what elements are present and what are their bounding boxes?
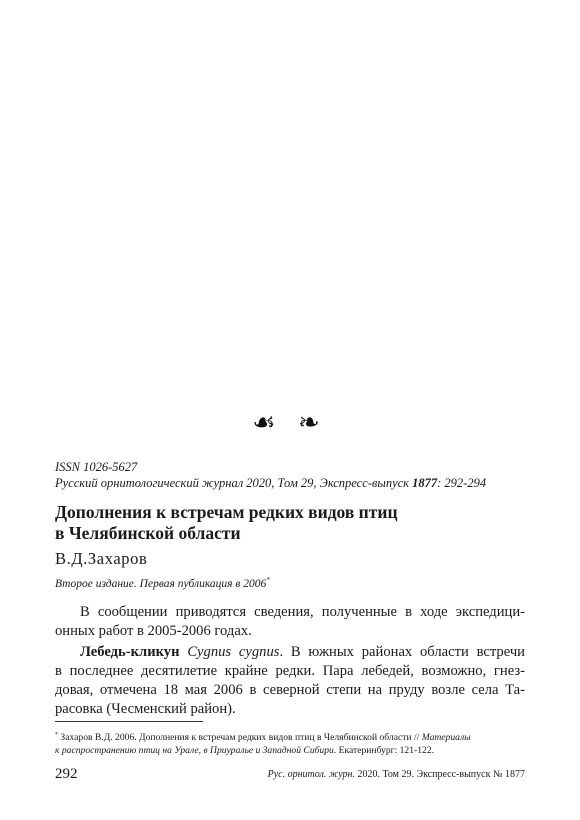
edition-note: [55, 576, 270, 590]
journal-issue: 2020. Том 29. Экспресс-выпуск № 1877: [354, 769, 525, 780]
footnote-italic: Материалы: [421, 732, 471, 744]
footnote-mark: *: [55, 732, 58, 738]
title-line-2: в Челябинской области: [55, 523, 241, 543]
ornament-divider: ☙ ❧: [252, 408, 328, 437]
page-number: 292: [55, 766, 78, 782]
citation-issue: 1877: [412, 476, 438, 490]
paragraph-line: В сообщении приводятся сведения, полученные в ходе экспедици-: [80, 604, 525, 620]
title-line-1: Дополнения к встречам редких видов птиц: [55, 502, 398, 522]
paragraph-intro: [55, 603, 525, 641]
footnote-rule: [55, 721, 203, 722]
paragraph-line: онных работ в 2005-2006 годах.: [55, 623, 252, 639]
edition-text: Второе издание. Первая публикация в 2006: [55, 577, 267, 590]
species-name-latin: Cygnus cygnus: [187, 644, 280, 660]
species-name-ru: Лебедь-кликун: [80, 644, 180, 660]
paragraph-line: довая, отмечена 18 мая 2006 в северной степи на пруду возле села Та-: [55, 682, 525, 698]
citation-pages: : 292-294: [437, 476, 487, 490]
paragraph-whooper-swan: [55, 643, 525, 719]
author: В.Д.Захаров: [55, 549, 148, 568]
citation-prefix: Русский орнитологический журнал 2020, Том 29, Экспресс-выпуск: [55, 476, 413, 490]
paragraph-line: в последнее десятилетие крайне редки. Пара лебедей, возможно, гнез-: [55, 663, 525, 679]
running-footer: [268, 769, 525, 780]
footnote-text: . Екатеринбург: 121-122.: [333, 744, 435, 756]
paragraph-line: расовка (Чесменский район).: [55, 701, 236, 717]
journal-citation: [55, 476, 486, 491]
paragraph-line: [55, 643, 525, 662]
footnote-line-2: [55, 745, 525, 758]
footnote-text: Захаров В.Д. 2006. Дополнения к встречам редких видов птиц в Челябинской области //: [58, 732, 422, 744]
article-title: [55, 502, 535, 544]
issn: ISSN 1026-5627: [55, 460, 138, 474]
footnote-line-1: [55, 729, 525, 745]
journal-abbrev: Рус. орнитол. журн.: [267, 769, 355, 780]
footnote-marker: *: [266, 576, 270, 584]
line-rest: . В южных районах области встречи: [279, 644, 525, 660]
footnote-italic: к распространению птиц на Урале, в Приуралье и Западной Сибири: [55, 744, 334, 756]
footnote: [55, 729, 525, 757]
